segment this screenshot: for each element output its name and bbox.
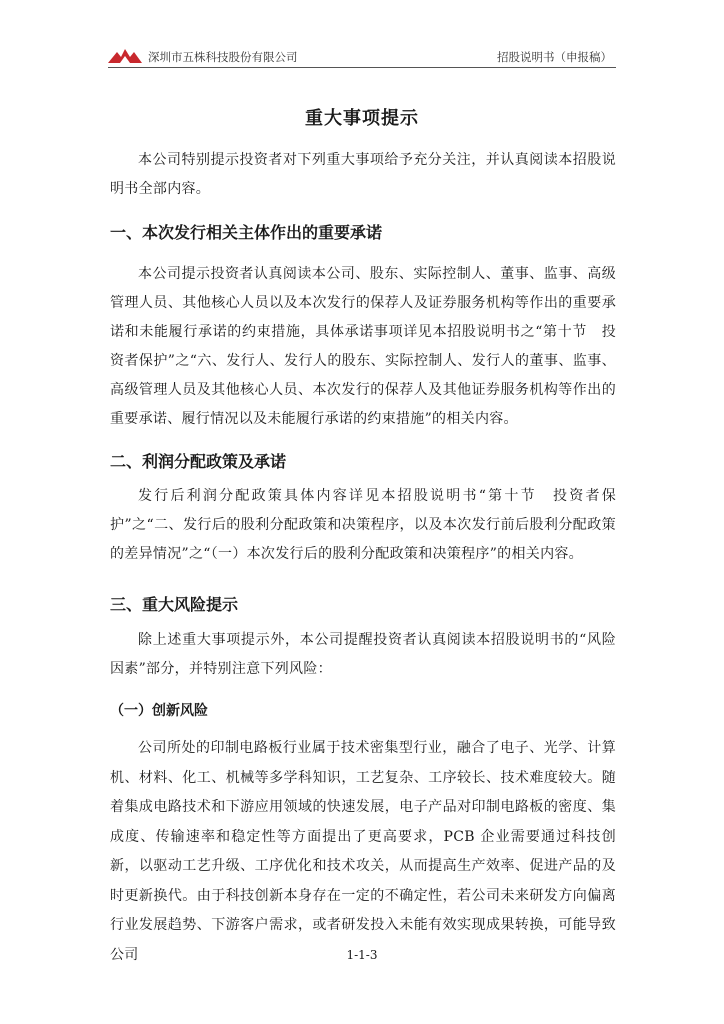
section-1-heading: 一、本次发行相关主体作出的重要承诺 — [110, 223, 383, 242]
section-3-heading: 三、重大风险提示 — [110, 595, 239, 614]
page-title: 重大事项提示 — [305, 108, 419, 129]
subsection-paragraph: 公司所处的印制电路板行业属于技术密集型行业，融合了电子、光学、计算机、材料、化工、机械等多学科知识，工艺复杂、工序较长、技术难度较大。随着集成电路技术和下游应用领域的快速发展，电子产品对印制电路板的密度、集成度、传输速率和稳定性等方面提出了更高要求，PCB 企业需要通过科技创新，以驱动工艺升级、工序优化和技术攻关，从而提高生产效率、促进产品的及时更新换代。由于科技创新本身存在一定的不确定性，若公司未来研发方向偏离行业发展趋势、下游客户需求，或者研发投入未能有效实现成果转换，可能导致公司 — [110, 740, 616, 963]
document-label: 招股说明书（申报稿） — [497, 50, 612, 64]
section-2-heading: 二、利润分配政策及承诺 — [110, 452, 287, 471]
subsection-heading: （一）创新风险 — [110, 703, 208, 719]
section-2-paragraph: 发行后利润分配政策具体内容详见本招股说明书“第十节 投资者保护”之“二、发行后的股利分配政策和决策程序，以及本次发行前后股利分配政策的差异情况”之“（一）本次发行后的股利分配政策和决策程序”的相关内容。 — [110, 488, 616, 562]
page-header — [108, 45, 616, 67]
header-divider — [108, 67, 616, 68]
company-name: 深圳市五株科技股份有限公司 — [148, 50, 298, 64]
section-3-paragraph: 除上述重大事项提示外，本公司提醒投资者认真阅读本招股说明书的“风险因素”部分，并特别注意下列风险： — [110, 632, 616, 677]
intro-paragraph: 本公司特别提示投资者对下列重大事项给予充分关注，并认真阅读本招股说明书全部内容。 — [110, 152, 616, 197]
page-number: 1-1-3 — [346, 948, 378, 962]
company-logo-icon — [108, 48, 142, 64]
section-1-paragraph: 本公司提示投资者认真阅读本公司、股东、实际控制人、董事、监事、高级管理人员、其他核心人员以及本次发行的保荐人及证券服务机构等作出的重要承诺和未能履行承诺的约束措施，具体承诺事项详见本招股说明书之“第十节 投资者保护”之“六、发行人、发行人的股东、实际控制人、发行人的董事、监事、高级管理人员及其他核心人员、本次发行的保荐人及其他证券服务机构等作出的重要承诺、履行情况以及未能履行承诺的约束措施”的相关内容。 — [110, 266, 616, 427]
